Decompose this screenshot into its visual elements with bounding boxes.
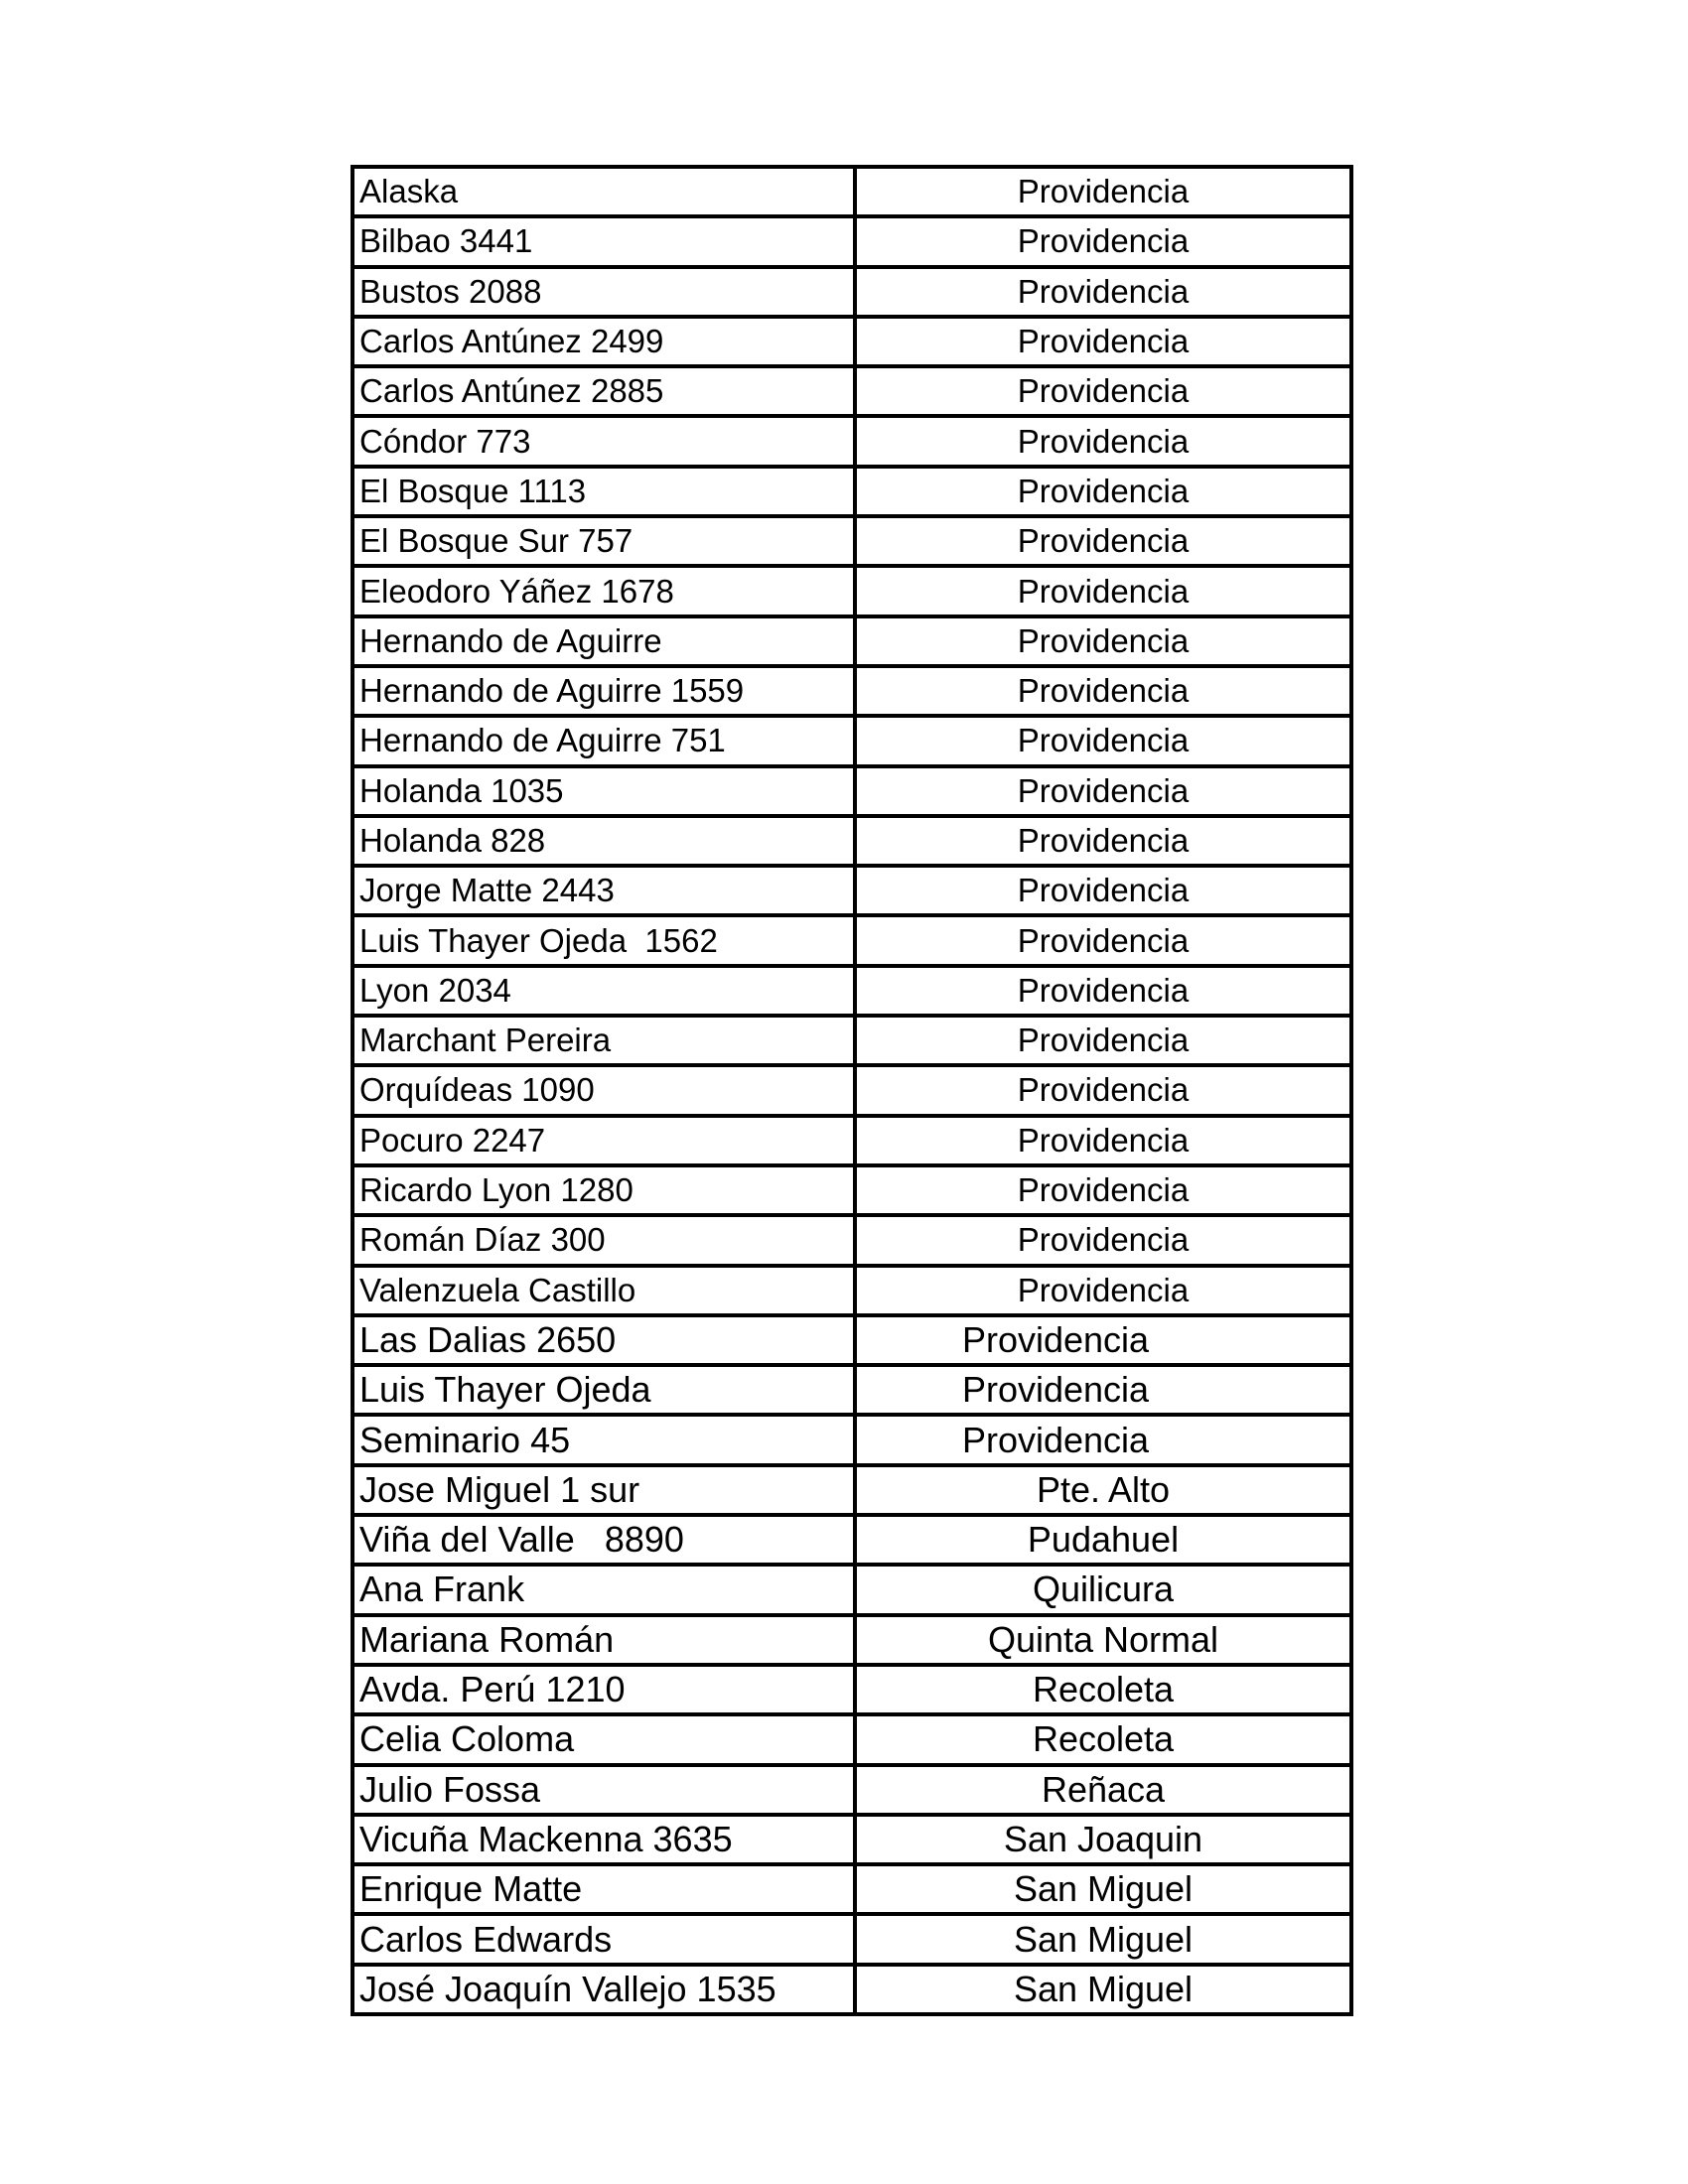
table-row xyxy=(354,1018,1349,1067)
table-row xyxy=(354,718,1349,767)
commune-cell xyxy=(857,1866,1349,1912)
address-cell: Bilbao 3441 xyxy=(354,218,857,264)
address-cell: Cóndor 773 xyxy=(354,418,857,464)
commune-cell xyxy=(857,418,1349,464)
commune-label: Providencia xyxy=(961,1369,1150,1411)
address-cell: Carlos Edwards xyxy=(354,1916,857,1962)
address-cell: Mariana Román xyxy=(354,1617,857,1663)
commune-label: Providencia xyxy=(1017,222,1190,260)
address-cell: Bustos 2088 xyxy=(354,269,857,315)
address-cell: Jose Miguel 1 sur xyxy=(354,1467,857,1513)
commune-cell xyxy=(857,1967,1349,2012)
commune-label: Providencia xyxy=(1017,872,1190,909)
address-cell: Julio Fossa xyxy=(354,1767,857,1813)
address-cell: Ricardo Lyon 1280 xyxy=(354,1167,857,1213)
commune-label: Providencia xyxy=(1017,1022,1190,1059)
commune-cell xyxy=(857,1367,1349,1413)
table-row xyxy=(354,1118,1349,1167)
table-row xyxy=(354,868,1349,917)
commune-label: Providencia xyxy=(1017,621,1190,659)
address-cell: Ana Frank xyxy=(354,1567,857,1612)
commune-label: Providencia xyxy=(1017,1271,1190,1308)
commune-label: Providencia xyxy=(1017,971,1190,1009)
table-row xyxy=(354,1517,1349,1567)
commune-label: Providencia xyxy=(1017,272,1190,310)
address-cell: Román Díaz 300 xyxy=(354,1217,857,1263)
commune-cell xyxy=(857,469,1349,514)
commune-cell xyxy=(857,1517,1349,1563)
table-row xyxy=(354,1716,1349,1766)
commune-cell xyxy=(857,768,1349,814)
commune-label: Quinta Normal xyxy=(987,1618,1219,1660)
commune-label: Providencia xyxy=(1017,522,1190,560)
commune-label: San Miguel xyxy=(1013,1868,1194,1910)
table-row xyxy=(354,917,1349,967)
address-cell: Hernando de Aguirre xyxy=(354,618,857,664)
address-cell: Holanda 828 xyxy=(354,818,857,864)
commune-label: Providencia xyxy=(961,1318,1150,1360)
address-cell: Celia Coloma xyxy=(354,1716,857,1762)
commune-cell xyxy=(857,1617,1349,1663)
address-cell: Luis Thayer Ojeda xyxy=(354,1367,857,1413)
table-row xyxy=(354,1767,1349,1817)
commune-label: Providencia xyxy=(1017,173,1190,210)
commune-cell xyxy=(857,1067,1349,1113)
address-cell: Valenzuela Castillo xyxy=(354,1268,857,1313)
commune-cell xyxy=(857,668,1349,714)
table-row xyxy=(354,1817,1349,1866)
address-cell: Jorge Matte 2443 xyxy=(354,868,857,913)
commune-label: Providencia xyxy=(1017,572,1190,610)
address-cell: El Bosque Sur 757 xyxy=(354,518,857,564)
table-row xyxy=(354,1417,1349,1466)
table-row xyxy=(354,668,1349,718)
address-cell: Carlos Antúnez 2885 xyxy=(354,368,857,414)
commune-label: Recoleta xyxy=(1032,1718,1175,1760)
table-row xyxy=(354,1617,1349,1667)
commune-cell xyxy=(857,568,1349,614)
commune-label: Quilicura xyxy=(1032,1569,1175,1610)
commune-label: Providencia xyxy=(1017,1221,1190,1259)
commune-label: Pte. Alto xyxy=(1036,1468,1171,1510)
commune-cell xyxy=(857,269,1349,315)
address-cell: Eleodoro Yáñez 1678 xyxy=(354,568,857,614)
commune-cell xyxy=(857,618,1349,664)
address-cell: Carlos Antúnez 2499 xyxy=(354,319,857,364)
commune-label: Providencia xyxy=(1017,1121,1190,1159)
table-row xyxy=(354,1167,1349,1217)
table-row xyxy=(354,1067,1349,1117)
address-cell: Seminario 45 xyxy=(354,1417,857,1462)
address-cell: Luis Thayer Ojeda 1562 xyxy=(354,917,857,963)
commune-label: Providencia xyxy=(1017,1171,1190,1209)
commune-cell xyxy=(857,1467,1349,1513)
table-row xyxy=(354,1467,1349,1517)
address-cell: José Joaquín Vallejo 1535 xyxy=(354,1967,857,2012)
commune-cell xyxy=(857,868,1349,913)
table-row xyxy=(354,1916,1349,1966)
commune-cell xyxy=(857,368,1349,414)
commune-cell xyxy=(857,1767,1349,1813)
commune-label: Providencia xyxy=(1017,771,1190,809)
commune-label: San Joaquin xyxy=(1003,1818,1203,1859)
table-row xyxy=(354,1367,1349,1417)
commune-cell xyxy=(857,1268,1349,1313)
commune-cell xyxy=(857,319,1349,364)
table-row xyxy=(354,1268,1349,1317)
commune-cell xyxy=(857,968,1349,1014)
address-cell: Hernando de Aguirre 751 xyxy=(354,718,857,763)
address-cell: Avda. Perú 1210 xyxy=(354,1667,857,1712)
table-row xyxy=(354,1866,1349,1916)
commune-label: San Miguel xyxy=(1013,1918,1194,1960)
table-row xyxy=(354,218,1349,268)
commune-cell xyxy=(857,1567,1349,1612)
address-cell: Vicuña Mackenna 3635 xyxy=(354,1817,857,1862)
address-cell: Enrique Matte xyxy=(354,1866,857,1912)
commune-cell xyxy=(857,1417,1349,1462)
table-row xyxy=(354,269,1349,319)
commune-cell xyxy=(857,1167,1349,1213)
address-cell: Hernando de Aguirre 1559 xyxy=(354,668,857,714)
commune-label: Providencia xyxy=(1017,1071,1190,1109)
table-row xyxy=(354,968,1349,1018)
commune-cell xyxy=(857,1118,1349,1163)
commune-cell xyxy=(857,1667,1349,1712)
commune-label: Providencia xyxy=(1017,672,1190,710)
commune-cell xyxy=(857,518,1349,564)
address-cell: Viña del Valle 8890 xyxy=(354,1517,857,1563)
commune-cell xyxy=(857,169,1349,214)
address-cell: El Bosque 1113 xyxy=(354,469,857,514)
table-row xyxy=(354,1217,1349,1267)
commune-label: Providencia xyxy=(1017,422,1190,460)
address-cell: Orquídeas 1090 xyxy=(354,1067,857,1113)
commune-cell xyxy=(857,1817,1349,1862)
commune-label: Providencia xyxy=(961,1419,1150,1460)
address-table xyxy=(351,165,1353,2016)
commune-cell xyxy=(857,1916,1349,1962)
commune-cell xyxy=(857,218,1349,264)
commune-label: Pudahuel xyxy=(1027,1519,1180,1561)
commune-label: Recoleta xyxy=(1032,1669,1175,1710)
commune-label: Providencia xyxy=(1017,372,1190,410)
table-row xyxy=(354,319,1349,368)
table-row xyxy=(354,1967,1349,2012)
address-cell: Holanda 1035 xyxy=(354,768,857,814)
commune-cell xyxy=(857,1217,1349,1263)
table-row xyxy=(354,418,1349,468)
address-cell: Las Dalias 2650 xyxy=(354,1317,857,1363)
address-cell: Marchant Pereira xyxy=(354,1018,857,1063)
commune-label: Providencia xyxy=(1017,921,1190,959)
commune-cell xyxy=(857,1716,1349,1762)
commune-label: Reñaca xyxy=(1041,1768,1166,1810)
table-row xyxy=(354,768,1349,818)
commune-label: Providencia xyxy=(1017,323,1190,360)
commune-label: Providencia xyxy=(1017,472,1190,509)
address-cell: Pocuro 2247 xyxy=(354,1118,857,1163)
commune-label: Providencia xyxy=(1017,722,1190,759)
commune-label: San Miguel xyxy=(1013,1968,1194,2009)
table-row xyxy=(354,1317,1349,1367)
table-row xyxy=(354,368,1349,418)
commune-cell xyxy=(857,917,1349,963)
commune-cell xyxy=(857,1317,1349,1363)
address-cell: Alaska xyxy=(354,169,857,214)
address-cell: Lyon 2034 xyxy=(354,968,857,1014)
table-row xyxy=(354,169,1349,218)
commune-cell xyxy=(857,818,1349,864)
table-row xyxy=(354,568,1349,617)
table-row xyxy=(354,469,1349,518)
commune-cell xyxy=(857,718,1349,763)
table-row xyxy=(354,818,1349,868)
table-row xyxy=(354,1667,1349,1716)
table-row xyxy=(354,618,1349,668)
commune-label: Providencia xyxy=(1017,822,1190,859)
table-row xyxy=(354,1567,1349,1616)
table-row xyxy=(354,518,1349,568)
commune-cell xyxy=(857,1018,1349,1063)
